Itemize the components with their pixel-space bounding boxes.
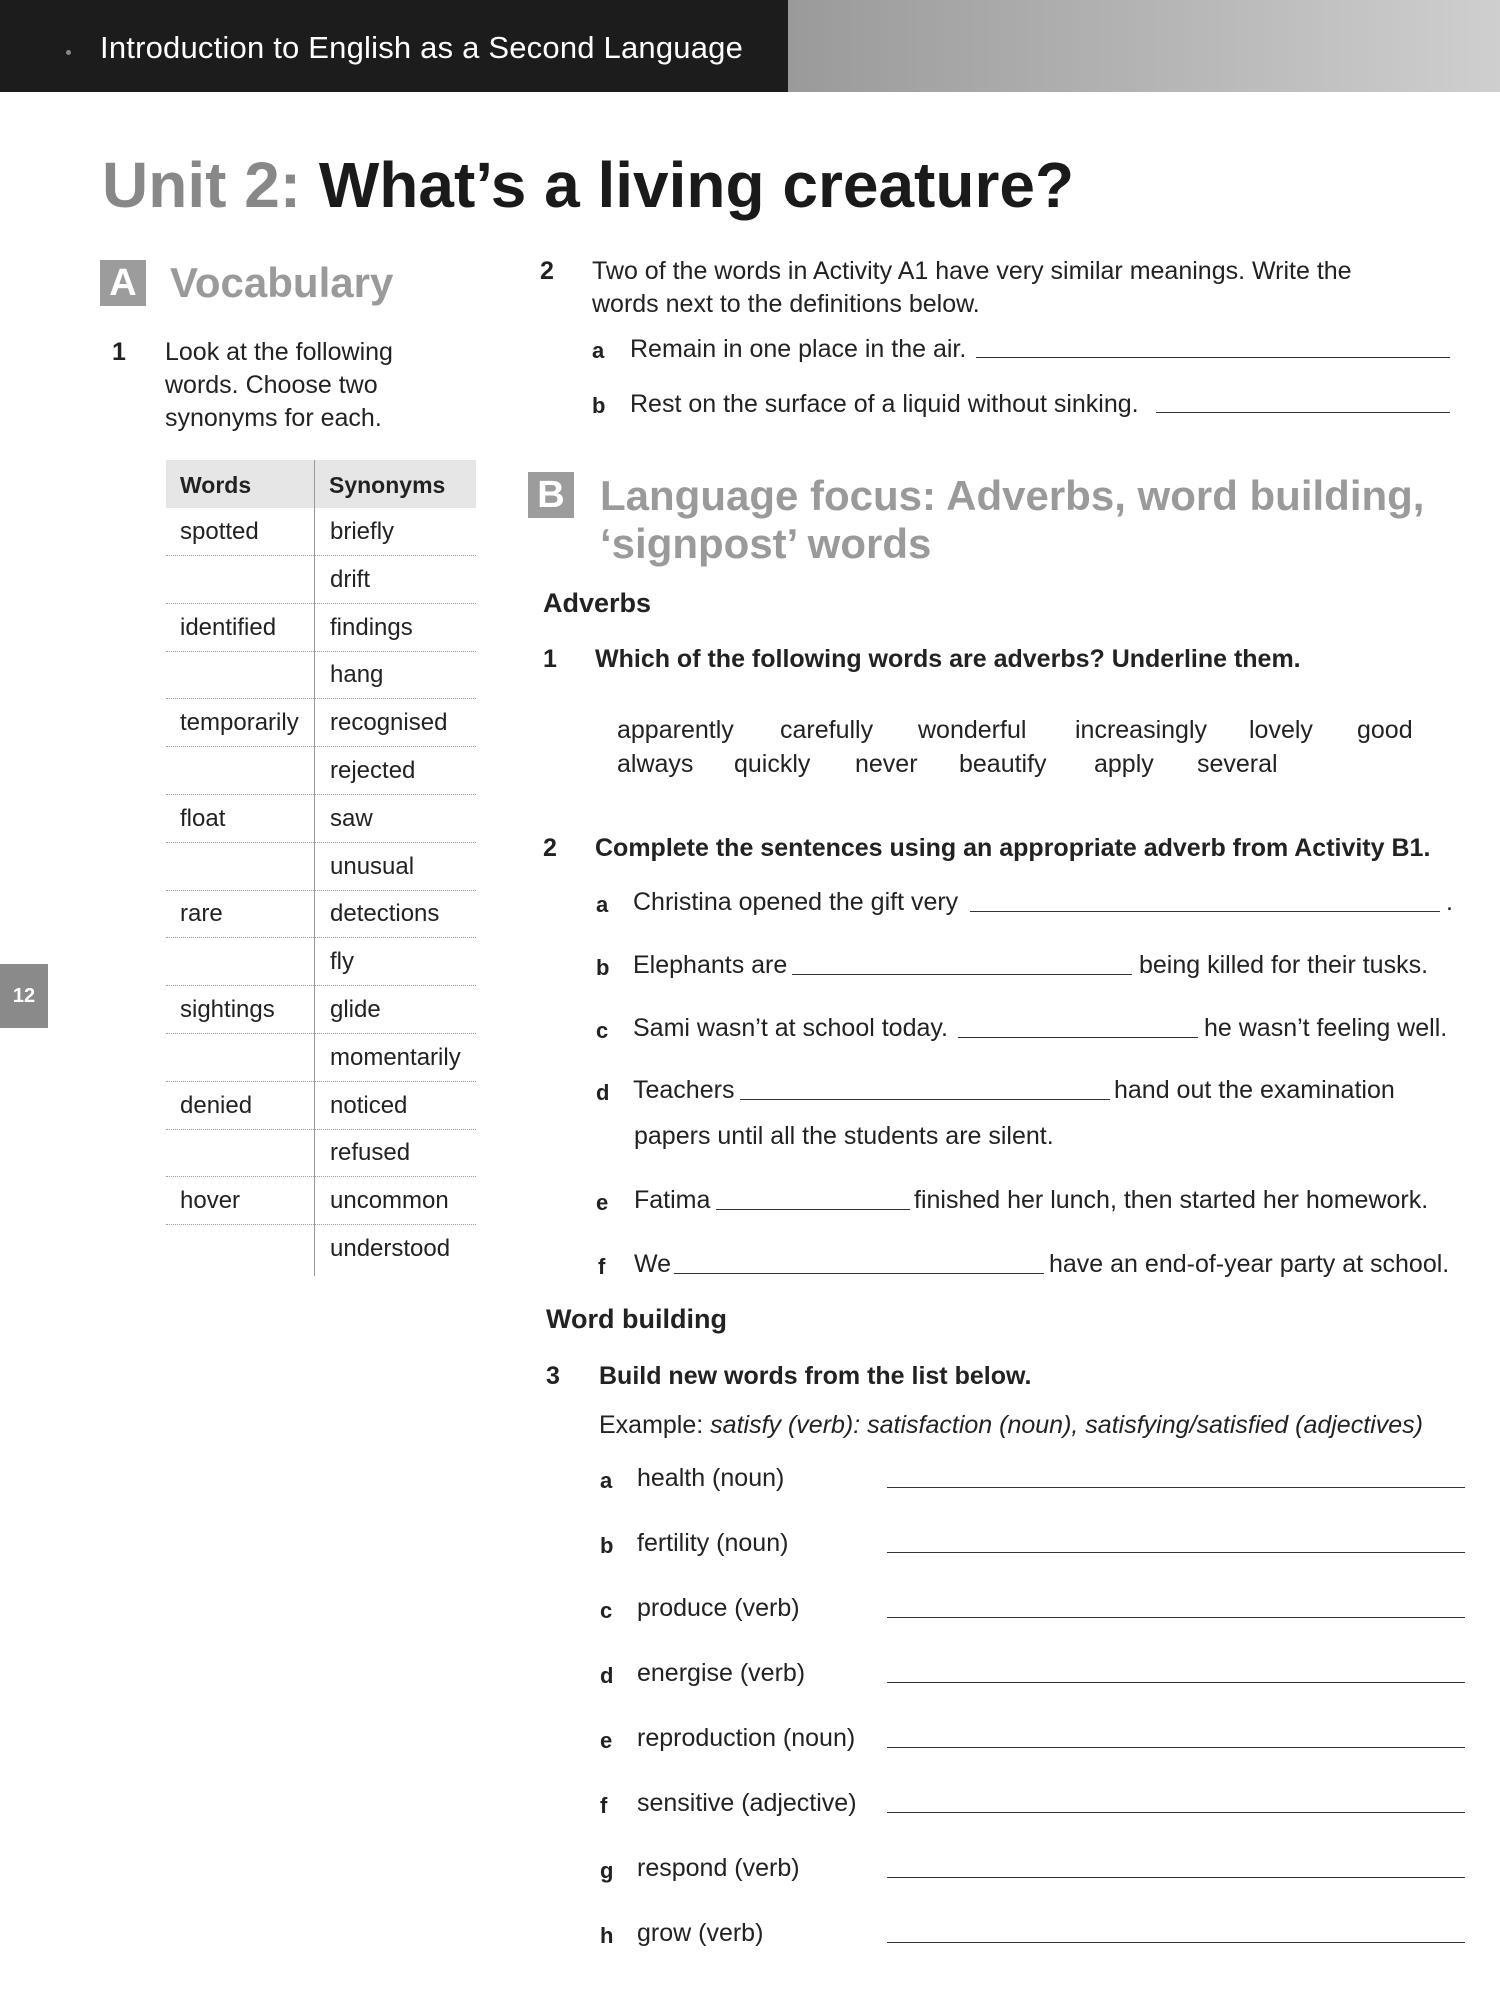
question-text xyxy=(165,336,393,435)
item-letter: f xyxy=(598,1254,606,1279)
definition-text: Rest on the surface of a liquid without sinking. xyxy=(630,390,1139,418)
item-letter: h xyxy=(600,1923,614,1948)
section-b-badge: B xyxy=(528,472,574,518)
sentence-end: finished her lunch, then started her homework. xyxy=(914,1186,1429,1214)
sentence-end: being killed for their tusks. xyxy=(1139,951,1429,979)
sentence-start: We xyxy=(634,1250,672,1278)
item-letter: g xyxy=(600,1858,614,1883)
table-cell-synonym: drift xyxy=(330,565,371,593)
sentence-start: Teachers xyxy=(633,1076,735,1104)
table-cell-synonym: rejected xyxy=(330,757,416,784)
word-prompt: sensitive (adjective) xyxy=(637,1789,857,1817)
table-cell-synonym: momentarily xyxy=(330,1043,461,1071)
question-text-line: synonyms for each. xyxy=(165,404,382,432)
word-option[interactable]: several xyxy=(1197,750,1278,778)
word-prompt: grow (verb) xyxy=(637,1919,764,1947)
adverbs-heading: Adverbs xyxy=(543,588,652,618)
word-prompt: produce (verb) xyxy=(637,1594,800,1622)
sentence-start: Sami wasn’t at school today. xyxy=(633,1014,948,1042)
item-letter: e xyxy=(596,1190,609,1215)
table-cell-word: rare xyxy=(180,900,223,928)
section-b-title-line: Language focus: Adverbs, word building, xyxy=(600,472,1425,519)
answer-blank[interactable] xyxy=(887,1812,1465,1813)
word-prompt: fertility (noun) xyxy=(637,1529,789,1557)
table-header xyxy=(166,460,476,508)
item-letter: d xyxy=(600,1663,614,1688)
word-option[interactable]: wonderful xyxy=(918,716,1027,744)
table-cell-synonym: detections xyxy=(330,900,440,928)
word-building-heading: Word building xyxy=(546,1304,727,1334)
table-row xyxy=(166,1082,476,1130)
answer-blank[interactable] xyxy=(970,911,1440,912)
item-letter: a xyxy=(592,338,605,363)
question-text-line: Look at the following xyxy=(165,338,393,366)
table-cell-synonym: noticed xyxy=(330,1091,408,1119)
table-cell-synonym: uncommon xyxy=(330,1187,449,1215)
sentence-start: Christina opened the gift very xyxy=(633,888,959,916)
word-option[interactable]: quickly xyxy=(734,750,811,778)
question-number: 3 xyxy=(546,1362,560,1390)
section-a-badge: A xyxy=(100,260,146,306)
section-b-title xyxy=(600,472,1424,568)
question-text-line: Two of the words in Activity A1 have very similar meanings. Write the xyxy=(592,257,1352,285)
word-option[interactable]: never xyxy=(855,750,918,778)
question-text-line: words next to the definitions below. xyxy=(592,290,980,318)
unit-title xyxy=(102,148,1074,222)
table-cell-synonym: findings xyxy=(330,613,413,641)
question-text: Which of the following words are adverbs? Underline them. xyxy=(595,645,1301,673)
table-cell-word: spotted xyxy=(180,518,259,545)
word-option[interactable]: carefully xyxy=(780,716,874,744)
table-row xyxy=(166,747,476,795)
item-letter: e xyxy=(600,1728,613,1753)
answer-blank[interactable] xyxy=(887,1487,1465,1488)
answer-blank[interactable] xyxy=(887,1942,1465,1943)
table-cell-synonym: saw xyxy=(330,804,373,832)
example-label: Example: xyxy=(599,1411,704,1439)
section-a-title: Vocabulary xyxy=(170,259,394,306)
sentence-start: Elephants are xyxy=(633,951,788,979)
question-text xyxy=(592,255,1472,321)
sentence-start: Fatima xyxy=(634,1186,711,1214)
table-row xyxy=(166,795,476,843)
item-letter: a xyxy=(596,892,609,917)
table-row xyxy=(166,986,476,1034)
header-bar-gradient xyxy=(788,0,1500,92)
word-option[interactable]: always xyxy=(617,750,694,778)
answer-blank[interactable] xyxy=(887,1747,1465,1748)
item-letter: b xyxy=(600,1533,614,1558)
section-b-title-line: ‘signpost’ words xyxy=(600,520,932,567)
answer-blank[interactable] xyxy=(887,1617,1465,1618)
table-cell-word: identified xyxy=(180,613,277,641)
unit-title-text: What’s a living creature? xyxy=(318,149,1075,221)
unit-number: Unit 2: xyxy=(102,149,302,221)
table-row xyxy=(166,651,476,699)
word-option[interactable]: lovely xyxy=(1249,716,1313,744)
item-letter: f xyxy=(600,1793,608,1818)
page-number: 12 xyxy=(0,964,48,1028)
word-prompt: health (noun) xyxy=(637,1464,785,1492)
table-row xyxy=(166,1129,476,1177)
example-line xyxy=(599,1411,1423,1440)
word-prompt: energise (verb) xyxy=(637,1659,806,1687)
table-cell-synonym: fly xyxy=(330,948,354,976)
table-row xyxy=(166,508,476,556)
word-option[interactable]: good xyxy=(1357,716,1413,744)
table-row xyxy=(166,604,476,652)
item-letter: a xyxy=(600,1468,613,1493)
sentence-end: have an end-of-year party at school. xyxy=(1049,1250,1450,1278)
question-text-line: words. Choose two xyxy=(165,371,378,399)
item-letter: b xyxy=(592,393,606,418)
sentence-end: hand out the examination xyxy=(1114,1076,1395,1104)
question-text: Complete the sentences using an appropriate adverb from Activity B1. xyxy=(595,834,1431,862)
answer-blank[interactable] xyxy=(674,1273,1044,1274)
answer-blank[interactable] xyxy=(887,1877,1465,1878)
table-cell-word: float xyxy=(180,804,226,832)
table-row xyxy=(166,843,476,891)
answer-blank[interactable] xyxy=(716,1209,910,1210)
sentence-end: . xyxy=(1446,888,1453,916)
question-text: Build new words from the list below. xyxy=(599,1362,1032,1390)
table-cell-synonym: unusual xyxy=(330,852,415,880)
table-cell-word: denied xyxy=(180,1091,253,1119)
answer-blank[interactable] xyxy=(887,1552,1465,1553)
table-cell-word: temporarily xyxy=(180,709,299,737)
book-title: Introduction to English as a Second Language xyxy=(100,30,744,65)
word-prompt: respond (verb) xyxy=(637,1854,800,1882)
answer-blank[interactable] xyxy=(958,1037,1198,1038)
item-letter: d xyxy=(596,1080,610,1105)
table-cell-synonym: glide xyxy=(330,996,381,1023)
table-cell-synonym: refused xyxy=(330,1139,411,1167)
table-row xyxy=(166,1034,476,1082)
table-row xyxy=(166,1177,476,1225)
sentence-continuation: papers until all the students are silent. xyxy=(634,1122,1054,1150)
table-row xyxy=(166,890,476,938)
example-text: satisfy (verb): satisfaction (noun), satisfying/satisfied (adjectives) xyxy=(710,1411,1423,1439)
answer-blank[interactable] xyxy=(976,357,1450,358)
table-row xyxy=(166,556,476,604)
table-row xyxy=(166,1225,476,1272)
answer-blank[interactable] xyxy=(1156,412,1450,413)
word-option[interactable]: beautify xyxy=(959,750,1047,778)
table-row xyxy=(166,699,476,747)
definition-text: Remain in one place in the air. xyxy=(630,335,967,363)
header-bullet-icon xyxy=(66,50,71,55)
word-option[interactable]: apparently xyxy=(617,716,734,744)
item-letter: c xyxy=(596,1018,609,1043)
table-cell-word: hover xyxy=(180,1187,241,1215)
question-number: 2 xyxy=(543,834,557,862)
question-number: 2 xyxy=(540,257,554,285)
word-option[interactable]: increasingly xyxy=(1075,716,1208,744)
table-cell-synonym: recognised xyxy=(330,709,448,737)
question-number: 1 xyxy=(543,645,557,673)
table-cell-synonym: hang xyxy=(330,661,384,689)
answer-blank[interactable] xyxy=(740,1099,1110,1100)
table-header-words: Words xyxy=(180,472,252,498)
word-option[interactable]: apply xyxy=(1094,750,1154,778)
table-cell-word: sightings xyxy=(180,996,275,1023)
table-header-synonyms: Synonyms xyxy=(329,472,446,498)
sentence-end: he wasn’t feeling well. xyxy=(1204,1014,1448,1042)
word-prompt: reproduction (noun) xyxy=(637,1724,856,1752)
table-row xyxy=(166,938,476,986)
answer-blank[interactable] xyxy=(887,1682,1465,1683)
item-letter: c xyxy=(600,1598,613,1623)
item-letter: b xyxy=(596,955,610,980)
question-number: 1 xyxy=(112,338,126,366)
answer-blank[interactable] xyxy=(792,974,1132,975)
table-cell-synonym: understood xyxy=(330,1235,451,1262)
table-cell-synonym: briefly xyxy=(330,518,395,545)
